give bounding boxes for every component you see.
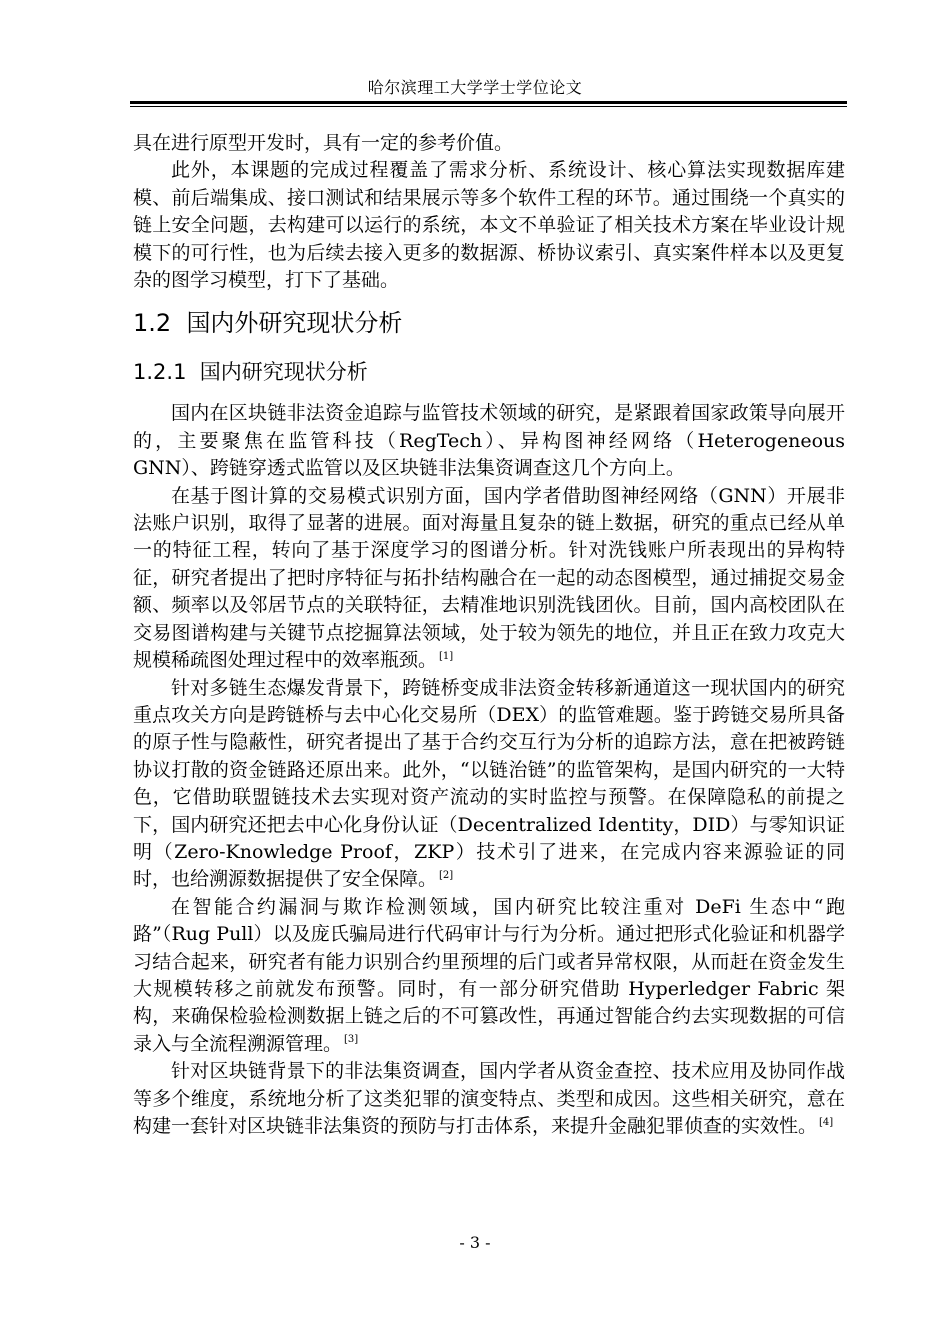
body-text: 针对区块链背景下的非法集资调查，国内学者从资金查控、技术应用及协同作战等多个维度，系统地分析了这类犯罪的演变特点、类型和成因。这些相关研究，意在构建一套针对区块链非法集资的预防与打击体系，来提升金融犯罪侦查的实效性。 — [133, 1060, 845, 1137]
body-text: 在基于图计算的交易模式识别方面，国内学者借助图神经网络（GNN）开展非法账户识别，取得了显著的进展。面对海量且复杂的链上数据，研究的重点已经从单一的特征工程，转向了基于深度学习的图谱分析。针对洗钱账户所表现出的异构特征，研究者提出了把时序特征与拓扑结构融合在一起的动态图模型，通过捕捉交易金额、频率以及邻居节点的关联特征，去精准地识别洗钱团伙。目前，国内高校团队在交易图谱构建与关键节点挖掘算法领域，处于较为领先的地位，并且正在致力攻克大规模稀疏图处理过程中的效率瓶颈。 — [133, 484, 845, 672]
section-heading — [133, 308, 845, 338]
header-rule-thin — [130, 106, 847, 107]
citation-ref: [1] — [439, 650, 454, 662]
citation-ref: [2] — [439, 870, 454, 882]
section-number: 1.2 — [133, 309, 172, 338]
section-title: 国内外研究现状分析 — [186, 309, 403, 338]
header-rule-thick — [130, 101, 847, 104]
body-text: 针对多链生态爆发背景下，跨链桥变成非法资金转移新通道这一现状国内的研究重点攻关方向是跨链桥与去中心化交易所（DEX）的监管难题。鉴于跨链交易所具备的原子性与隐蔽性，研究者提出了基于合约交互行为分析的追踪方法，意在把被跨链协议打散的资金链路还原出来。此外，“以链治链”的监管架构，是国内研究的一大特色，它借助联盟链技术去实现对资产流动的实时监控与预警。在保障隐私的前提之下，国内研究还把去中心化身份认证（Decentralized Identity，DID）与零知识证明（Zero-Knowledge Proof，ZKP）技术引了进来，在完成内容来源验证的同时，也给溯源数据提供了安全保障。 — [133, 676, 845, 891]
running-header: 哈尔滨理工大学学士学位论文 — [367, 78, 583, 97]
body-text: 在智能合约漏洞与欺诈检测领域，国内研究比较注重对 DeFi 生态中“跑路”（Rug Pull）以及庞氏骗局进行代码审计与行为分析。通过把形式化验证和机器学习结合起来，研究者有能力识别合约里预埋的后门或者异常权限，从而赶在资金发生大规模转移之前就发布预警。同时，有一部分研究借助 Hyperledger Fabric 架构，来确保检验检测数据上链之后的不可篡改性，再通过智能合约去实现数据的可信录入与全流程溯源管理。 — [133, 895, 845, 1055]
body-paragraph — [133, 675, 845, 894]
subsection-heading — [133, 358, 845, 386]
body-paragraph — [133, 400, 845, 482]
page-content — [133, 130, 845, 1140]
citation-ref: [3] — [344, 1034, 359, 1046]
paragraph-continuation: 具在进行原型开发时，具有一定的参考价值。 — [133, 132, 514, 154]
body-paragraph — [133, 894, 845, 1058]
body-text: 国内在区块链非法资金追踪与监管技术领域的研究，是紧跟着国家政策导向展开的，主要聚焦在监管科技（RegTech）、异构图神经网络（Heterogeneous GNN）、跨链穿透式监管以及区块链非法集资调查这几个方向上。 — [133, 402, 845, 480]
page-number: - 3 - — [459, 1233, 491, 1252]
subsection-title: 国内研究现状分析 — [199, 360, 368, 385]
paragraph: 此外，本课题的完成过程覆盖了需求分析、系统设计、核心算法实现数据库建模、前后端集成、接口测试和结果展示等多个软件工程的环节。通过围绕一个真实的链上安全问题，去构建可以运行的系统，本文不单验证了相关技术方案在毕业设计规模下的可行性，也为后续去接入更多的数据源、桥协议索引、真实案件样本以及更复杂的图学习模型，打下了基础。 — [133, 159, 845, 292]
citation-ref: [4] — [819, 1116, 834, 1128]
subsection-number: 1.2.1 — [133, 360, 187, 385]
body-paragraph — [133, 1058, 845, 1140]
body-paragraph — [133, 483, 845, 675]
